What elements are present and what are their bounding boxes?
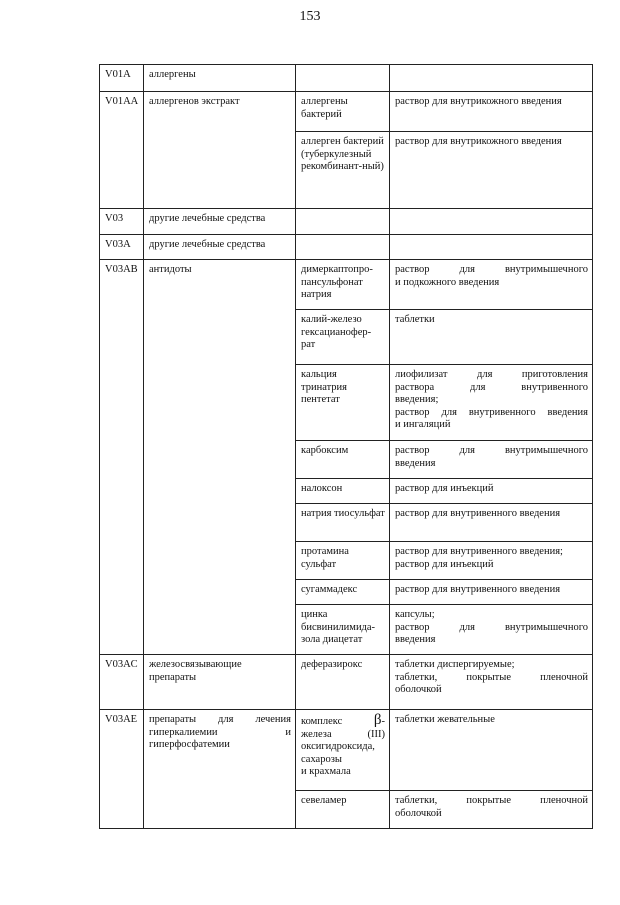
dosage-form (390, 441, 593, 479)
drug-name: севеламер (296, 791, 390, 829)
atc-code: V03AB (100, 260, 144, 655)
form-line: таблетки, покрытые пленочной (395, 671, 588, 683)
form-line: таблетки диспергируемые; (395, 659, 515, 670)
table-row (100, 65, 593, 92)
dosage-form (390, 310, 593, 365)
atc-code: V03AC (100, 655, 144, 710)
form-line: лиофилизат для приготовления (395, 369, 588, 380)
drug-name: аллерген бактерий (туберкулезный рекомбинант-ный) (296, 132, 390, 209)
form-line: и подкожного введения (395, 276, 500, 288)
dosage-form (390, 65, 593, 92)
dosage-form (390, 504, 593, 542)
atc-code: V03AE (100, 710, 144, 829)
atc-group: аллергены (144, 65, 296, 92)
table-row (100, 710, 593, 791)
form-line: раствор для внутримышечного (395, 445, 588, 456)
form-line: введения (395, 634, 436, 645)
drug-name: цинка бисвинилимида-зола диацетат (296, 605, 390, 655)
dosage-form (390, 580, 593, 605)
atc-code: V03A (100, 235, 144, 260)
atc-group: другие лечебные средства (144, 209, 296, 235)
atc-group: железосвязывающие препараты (144, 655, 296, 710)
atc-code: V01AA (100, 92, 144, 209)
form-line: оболочкой (395, 807, 442, 819)
dosage-form (390, 655, 593, 710)
form-line: капсулы; (395, 609, 435, 620)
drug-name: протамина сульфат (296, 542, 390, 580)
form-line: раствора для внутривенного (395, 381, 588, 393)
dosage-form: таблетки жевательные (390, 710, 593, 791)
hyphen: - (381, 716, 385, 727)
drug-line: сахарозы (301, 753, 342, 765)
table-row (100, 92, 593, 132)
dosage-form (390, 605, 593, 655)
drug-line: оксигидроксида, (301, 741, 375, 752)
dosage-form (390, 365, 593, 441)
atc-code: V03 (100, 209, 144, 235)
form-line: раствор для инъекций (395, 558, 494, 570)
drug-name: карбоксим (296, 441, 390, 479)
drug-name (296, 65, 390, 92)
drug-name: сугаммадекс (296, 580, 390, 605)
form-line: раствор для внутривенного введения (395, 406, 588, 418)
page-number: 153 (299, 9, 321, 24)
table-row (100, 655, 593, 710)
form-line: оболочкой (395, 684, 442, 695)
group-line: препараты для лечения (149, 714, 291, 725)
drug-name: кальция тринатрия пентетат (296, 365, 390, 441)
drug-name: деферазирокс (296, 655, 390, 710)
drug-name: калий-железо гексацианофер-рат (296, 310, 390, 365)
group-line: гиперфосфатемии (149, 739, 230, 750)
table-row (100, 209, 593, 235)
form-line: раствор для внутримышечного (395, 264, 588, 275)
form-line: таблетки (395, 314, 435, 325)
drug-name (296, 235, 390, 260)
dosage-form (390, 542, 593, 580)
form-line: и ингаляций (395, 419, 451, 430)
atc-group: аллергенов экстракт (144, 92, 296, 209)
dosage-form (390, 479, 593, 504)
form-line: раствор для внутривенного введения (395, 584, 561, 595)
form-line: раствор для внутримышечного (395, 621, 588, 633)
dosage-form (390, 209, 593, 235)
atc-group: антидоты (144, 260, 296, 655)
beta-symbol: β (373, 712, 382, 728)
atc-code: V01A (100, 65, 144, 92)
dosage-form (390, 235, 593, 260)
drug-line: и крахмала (301, 766, 351, 777)
form-line: введения; (395, 394, 439, 405)
drug-name: аллергены бактерий (296, 92, 390, 132)
group-line: гиперкалиемии и (149, 726, 291, 738)
drug-name (296, 710, 390, 791)
dosage-form (390, 260, 593, 310)
drug-name (296, 209, 390, 235)
table-row (100, 260, 593, 310)
form-line: введения (395, 457, 436, 469)
atc-group: другие лечебные средства (144, 235, 296, 260)
drug-line: железа (III) (301, 728, 385, 740)
dosage-form (390, 791, 593, 829)
dosage-form: раствор для внутрикожного введения (390, 92, 593, 132)
drug-table (99, 64, 593, 829)
form-line: раствор для инъекций (395, 483, 494, 494)
dosage-form: раствор для внутрикожного введения (390, 132, 593, 209)
drug-name: налоксон (296, 479, 390, 504)
form-line: раствор для внутривенного введения; (395, 546, 563, 557)
table-row (100, 235, 593, 260)
form-line: раствор для внутривенного введения (395, 508, 561, 519)
drug-line (301, 714, 385, 729)
drug-name: димеркаптопро-пансульфонат натрия (296, 260, 390, 310)
drug-name: натрия тиосульфат (296, 504, 390, 542)
drug-word: комплекс (301, 716, 343, 727)
form-line: таблетки, покрытые пленочной (395, 795, 588, 806)
atc-group (144, 710, 296, 829)
